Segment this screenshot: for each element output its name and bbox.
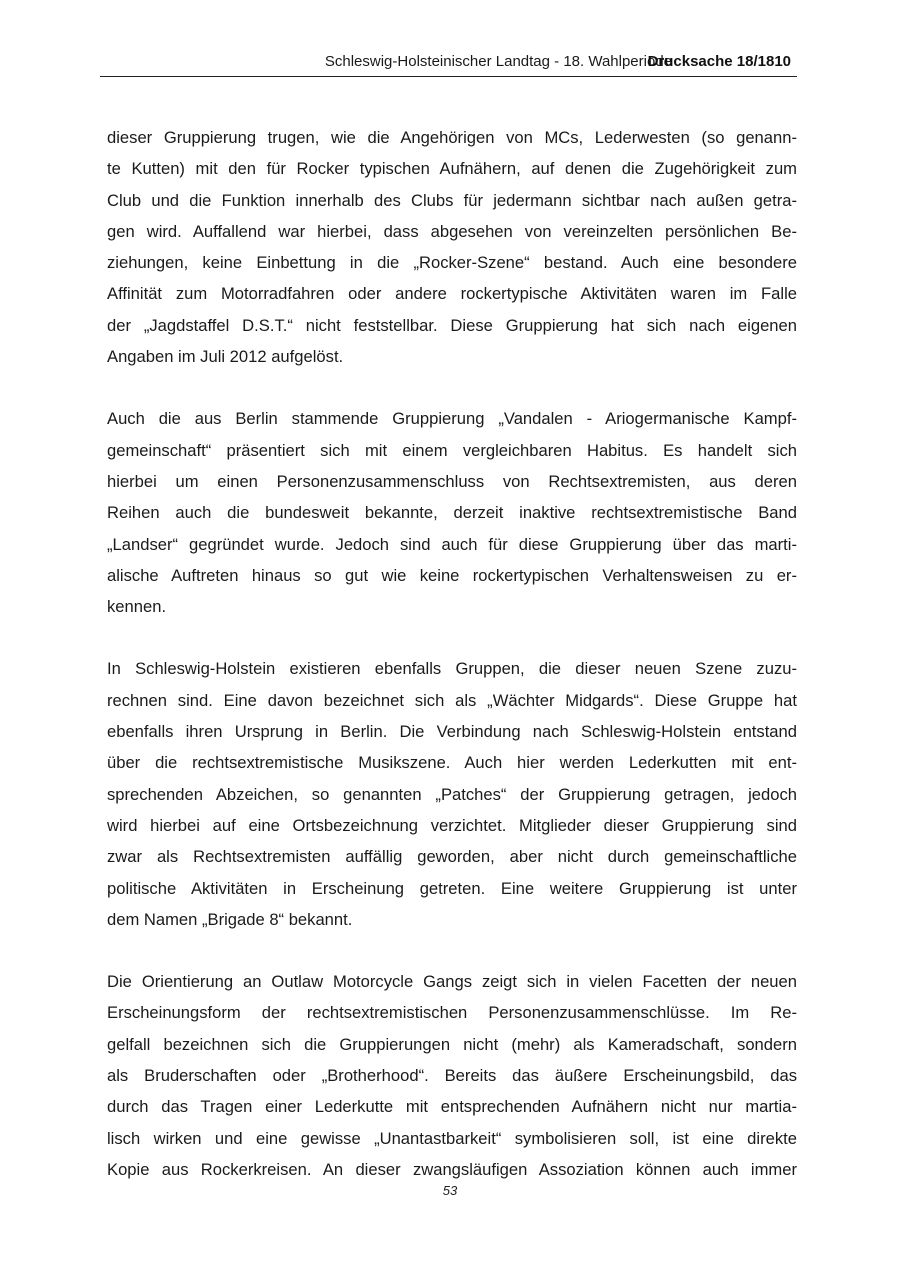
text-line: gen wird. Auffallend war hierbei, dass abgesehen von vereinzelten persönlichen Be- — [107, 221, 797, 241]
text-line: rechnen sind. Eine davon bezeichnet sich als „Wächter Midgards“. Diese Gruppe hat — [107, 690, 797, 710]
paragraph-4 — [107, 966, 797, 1185]
text-line: Angaben im Juli 2012 aufgelöst. — [107, 347, 344, 367]
text-line: durch das Tragen einer Lederkutte mit entsprechenden Aufnähern nicht nur martia- — [107, 1097, 797, 1117]
text-line: gelfall bezeichnen sich die Gruppierungen nicht (mehr) als Kameradschaft, sondern — [107, 1034, 797, 1054]
text-line: Kopie aus Rockerkreisen. An dieser zwangsläufigen Assoziation können auch immer — [107, 1159, 797, 1179]
text-line: Die Orientierung an Outlaw Motorcycle Gangs zeigt sich in vielen Facetten der neuen — [107, 972, 797, 992]
page-header — [100, 52, 797, 77]
document-body — [107, 122, 797, 1216]
text-line: kennen. — [107, 597, 167, 617]
text-line: über die rechtsextremistische Musikszene. Auch hier werden Lederkutten mit ent- — [107, 753, 797, 773]
text-line: Erscheinungsform der rechtsextremistischen Personenzusammenschlüsse. Im Re- — [107, 1003, 797, 1023]
page-number: 53 — [442, 1183, 458, 1198]
text-line: sprechenden Abzeichen, so genannten „Patches“ der Gruppierung getragen, jedoch — [107, 784, 797, 804]
text-line: dieser Gruppierung trugen, wie die Angehörigen von MCs, Lederwesten (so genann- — [107, 128, 797, 147]
text-line: Reihen auch die bundesweit bekannte, derzeit inaktive rechtsextremistische Band — [107, 503, 797, 523]
text-line: als Bruderschaften oder „Brotherhood“. Bereits das äußere Erscheinungsbild, das — [107, 1066, 797, 1086]
text-line: ziehungen, keine Einbettung in die „Rocker-Szene“ bestand. Auch eine besondere — [107, 253, 797, 273]
text-line: gemeinschaft“ präsentiert sich mit einem vergleichbaren Habitus. Es handelt sich — [107, 440, 797, 460]
text-line: alische Auftreten hinaus so gut wie keine rockertypischen Verhaltensweisen zu er- — [107, 565, 797, 585]
text-line: lisch wirken und eine gewisse „Unantastbarkeit“ symbolisieren soll, ist eine direkte — [107, 1128, 797, 1148]
text-line: In Schleswig-Holstein existieren ebenfalls Gruppen, die dieser neuen Szene zuzu- — [107, 659, 797, 679]
paragraph-1 — [107, 122, 797, 372]
text-line: der „Jagdstaffel D.S.T.“ nicht feststellbar. Diese Gruppierung hat sich nach eigenen — [107, 315, 797, 335]
text-line: dem Namen „Brigade 8“ bekannt. — [107, 909, 353, 929]
text-line: politische Aktivitäten in Erscheinung getreten. Eine weitere Gruppierung ist unter — [107, 878, 797, 898]
text-line: Affinität zum Motorradfahren oder andere rockertypische Aktivitäten waren im Falle — [107, 284, 797, 304]
text-line: hierbei um einen Personenzusammenschluss von Rechtsextremisten, aus deren — [107, 471, 797, 491]
paragraph-2 — [107, 403, 797, 622]
document-number: Drucksache 18/1810 — [647, 53, 791, 70]
text-line: zwar als Rechtsextremisten auffällig geworden, aber nicht durch gemeinschaftliche — [107, 847, 797, 867]
text-line: ebenfalls ihren Ursprung in Berlin. Die Verbindung nach Schleswig-Holstein entstand — [107, 722, 797, 742]
text-line: Club und die Funktion innerhalb des Clubs für jedermann sichtbar nach außen getra- — [107, 190, 797, 210]
header-title: Schleswig-Holsteinischer Landtag - 18. Wahlperiode — [324, 53, 672, 70]
text-line: „Landser“ gegründet wurde. Jedoch sind auch für diese Gruppierung über das marti- — [107, 534, 797, 554]
text-line: Auch die aus Berlin stammende Gruppierung „Vandalen - Ariogermanische Kampf- — [107, 409, 797, 429]
text-line: te Kutten) mit den für Rocker typischen Aufnähern, auf denen die Zugehörigkeit zum — [107, 159, 797, 179]
text-line: wird hierbei auf eine Ortsbezeichnung verzichtet. Mitglieder dieser Gruppierung sind — [107, 815, 797, 835]
paragraph-3 — [107, 653, 797, 935]
